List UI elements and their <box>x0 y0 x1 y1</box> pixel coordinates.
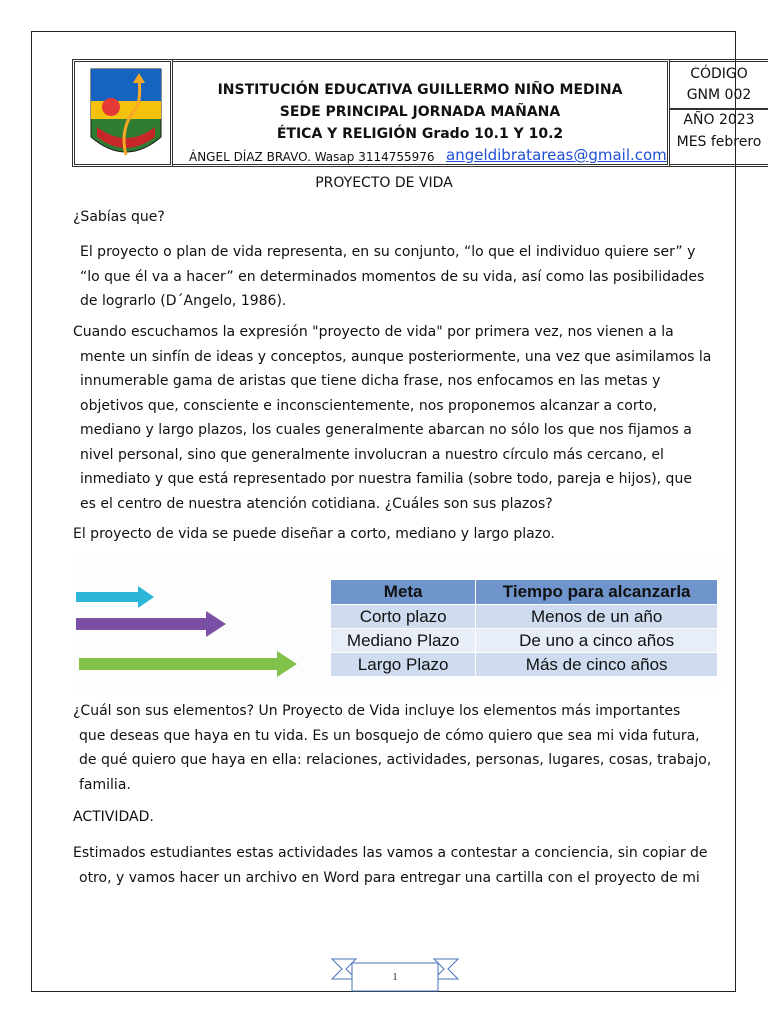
paragraph-line: “lo que él va a hacer” en determinados momentos de su vida, así como las posibilidades <box>80 268 705 285</box>
month-label: MES febrero <box>676 134 762 150</box>
year-label: AÑO 2023 <box>683 112 755 128</box>
table-cell: De uno a cinco años <box>476 629 718 653</box>
table-row <box>331 629 718 653</box>
explanation-paragraph <box>73 320 718 516</box>
table-row <box>331 653 718 677</box>
document-subtitle: PROYECTO DE VIDA <box>315 175 453 191</box>
plazos-table <box>330 579 718 677</box>
paragraph-line: objetivos que, consciente e inconscientemente, nos proponemos alcanzar a corto, <box>80 397 658 414</box>
table-cell: Más de cinco años <box>476 653 718 677</box>
medium-term-arrow-icon <box>76 611 228 637</box>
table-cell: Menos de un año <box>476 605 718 629</box>
paragraph-line: mente un sinfín de ideas y conceptos, aunque posteriormente, una vez que asimilamos la <box>80 348 712 365</box>
plazos-figure <box>73 555 721 689</box>
page-number-banner <box>330 955 460 995</box>
short-term-arrow-icon <box>76 586 156 608</box>
paragraph-line: mediano y largo plazos, los cuales generalmente abarcan no sólo los que nos fijamos a <box>80 422 692 438</box>
instructions-paragraph <box>73 841 708 890</box>
school-shield-logo <box>89 67 163 163</box>
paragraph-line: El proyecto o plan de vida representa, en su conjunto, “lo que el individuo quiere ser” y <box>80 244 696 260</box>
author-contact: ÁNGEL DÍAZ BRAVO. Wasap 3114755976 <box>189 150 435 164</box>
paragraph-line: inmediato y que está representado por nuestra familia (sobre todo, pareja e hijos), que <box>80 471 692 487</box>
table-cell: Mediano Plazo <box>331 629 476 653</box>
paragraph-line: de lograrlo (D´Angelo, 1986). <box>80 293 287 309</box>
title-cell <box>173 59 670 167</box>
course-name: ÉTICA Y RELIGIÓN Grado 10.1 Y 10.2 <box>276 126 564 142</box>
email-link[interactable]: angeldibratareas@gmail.com <box>446 146 667 164</box>
table-cell: Largo Plazo <box>331 653 476 677</box>
document-header <box>72 59 768 169</box>
paragraph-line: Estimados estudiantes estas actividades las vamos a contestar a conciencia, sin copiar de <box>73 845 708 861</box>
paragraph-line: familia. <box>79 776 131 793</box>
paragraph-line: nivel personal, sino que generalmente involucran a nuestro círculo más cercano, el <box>80 446 664 463</box>
long-term-arrow-icon <box>79 651 299 677</box>
paragraph-line: ¿Cuál son sus elementos? Un Proyecto de Vida incluye los elementos más importantes <box>73 703 681 719</box>
paragraph-line: otro, y vamos hacer un archivo en Word para entregar una cartilla con el proyecto de mi <box>79 869 700 886</box>
paragraph-line: que deseas que haya en tu vida. Es un bosquejo de cómo quiero que sea mi vida futura, <box>79 727 700 744</box>
table-row <box>331 605 718 629</box>
actividad-heading: ACTIVIDAD. <box>73 809 154 825</box>
elements-paragraph <box>73 699 711 797</box>
code-value: GNM 002 <box>686 87 752 103</box>
code-cell <box>670 59 768 167</box>
paragraph-line: Cuando escuchamos la expresión "proyecto de vida" por primera vez, nos vienen a la <box>73 324 674 340</box>
page-number: 1 <box>392 971 398 983</box>
sede-name: SEDE PRINCIPAL JORNADA MAÑANA <box>279 104 561 120</box>
logo-cell <box>72 59 173 167</box>
paragraph-line: es el centro de nuestra atención cotidiana. ¿Cuáles son sus plazos? <box>80 495 553 512</box>
code-label: CÓDIGO <box>690 66 748 82</box>
term-intro: El proyecto de vida se puede diseñar a corto, mediano y largo plazo. <box>73 526 555 542</box>
definition-paragraph <box>80 240 704 314</box>
paragraph-line: de qué quiero que haya en ella: relaciones, actividades, personas, lugares, cosas, trabajo, <box>79 752 712 768</box>
sabias-heading: ¿Sabías que? <box>73 209 165 225</box>
table-header-row <box>331 580 718 605</box>
paragraph-line: innumerable gama de aristas que tiene dicha frase, nos enfocamos en las metas y <box>80 373 661 389</box>
code-divider <box>670 108 768 110</box>
table-cell: Corto plazo <box>331 605 476 629</box>
institution-name: INSTITUCIÓN EDUCATIVA GUILLERMO NIÑO MEDINA <box>217 82 623 98</box>
column-header-tiempo: Tiempo para alcanzarla <box>476 580 718 605</box>
column-header-meta: Meta <box>331 580 476 605</box>
